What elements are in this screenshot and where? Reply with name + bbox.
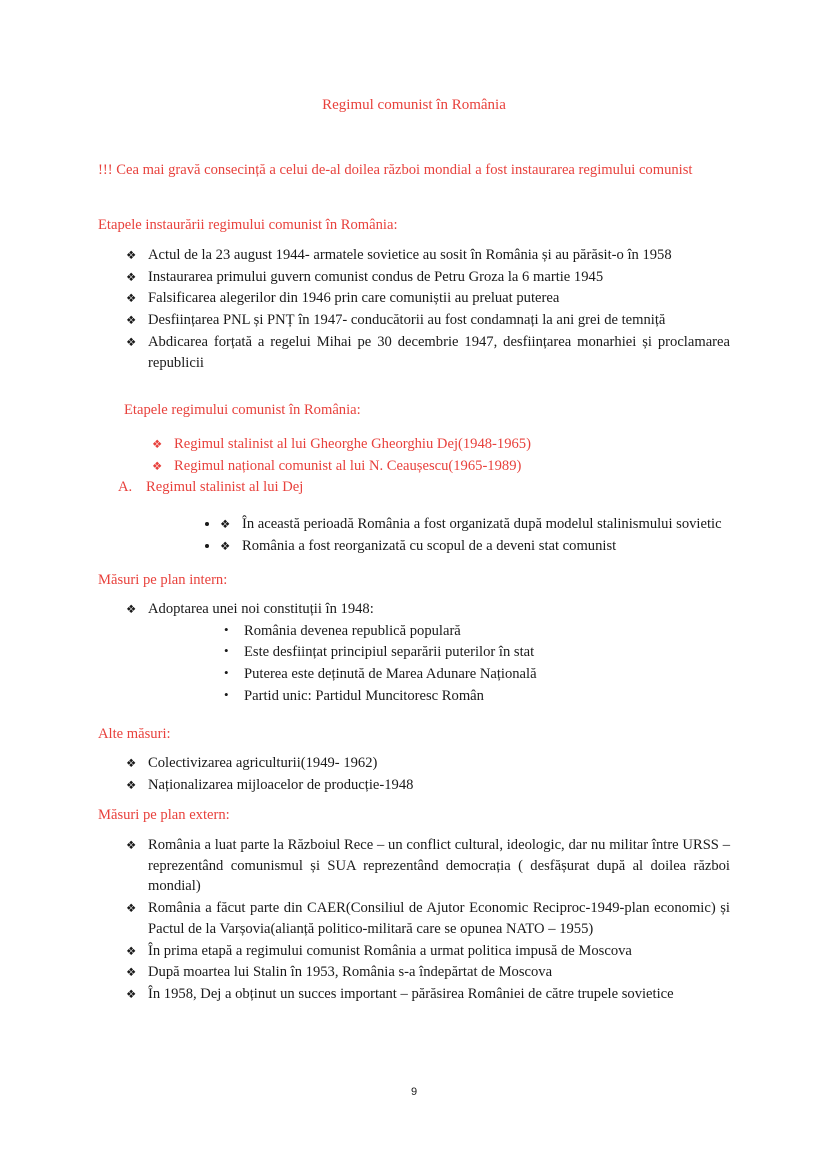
diamond-bullet-icon: ❖ (126, 838, 137, 852)
list-item-text: În 1958, Dej a obținut un succes important – părăsirea României de către trupele sovietice (148, 986, 674, 1003)
list-item-text: În această perioadă România a fost organizată după modelul stalinismului sovietic (242, 516, 722, 532)
diamond-bullet-icon: ❖ (126, 248, 137, 262)
list-item-text: Actul de la 23 august 1944- armatele sovietice au sosit în România și au părăsit-o în 1958 (148, 247, 672, 263)
list-item (126, 898, 730, 939)
section-masuri-extern (98, 805, 730, 826)
list-alte-masuri (98, 753, 730, 796)
list-item-text: Regimul național comunist al lui N. Ceaușescu(1965-1989) (174, 457, 522, 474)
section-heading-regim-dej: Regimul stalinist al lui Dej (146, 479, 304, 495)
list-item (224, 642, 730, 663)
list-item (126, 835, 730, 897)
list-item-text: România devenea republică populară (244, 622, 461, 639)
diamond-bullet-icon: ❖ (152, 458, 163, 473)
diamond-bullet-icon: • ❖ (220, 538, 231, 553)
diamond-bullet-icon: ❖ (126, 901, 137, 916)
letter-marker: A. (118, 479, 133, 495)
list-item (224, 686, 730, 707)
lettered-list (118, 477, 730, 498)
bullet-list-level2b (180, 514, 730, 556)
section-masuri-intern (98, 570, 730, 591)
section-heading-masuri-extern: Măsuri pe plan extern: (98, 807, 230, 823)
page-title: Regimul comunist în România (322, 97, 506, 113)
intro-paragraph-block (98, 160, 730, 181)
list-item (126, 310, 730, 331)
section-heading-etape-instaurare: Etapele instaurării regimului comunist în România: (98, 217, 398, 233)
diamond-bullet-icon: ❖ (126, 943, 137, 958)
list-item (126, 245, 730, 266)
intro-paragraph: !!! Cea mai gravă consecință a celui de-al doilea război mondial a fost instaurarea regimului comunist (98, 162, 693, 178)
list-item-text: Partid unic: Partidul Muncitoresc Român (244, 687, 484, 704)
section-etape-instaurare (98, 215, 730, 236)
bullet-list-level3 (224, 621, 730, 707)
list-item (126, 753, 730, 774)
list-item (220, 536, 730, 557)
diamond-bullet-icon: ❖ (126, 269, 137, 284)
list-item (126, 332, 730, 373)
list-item-text: România a făcut parte din CAER(Consiliul de Ajutor Economic Reciproc-1949-plan economic) și Pactul de la Varșovia(alianță politico-militară care se opunea NATO – 1955) (148, 900, 730, 937)
list-masuri-intern (98, 599, 730, 708)
list-item-text: Instaurarea primului guvern comunist condus de Petru Groza la 6 martie 1945 (148, 268, 604, 285)
list-item-text: După moartea lui Stalin în 1953, România s-a îndepărtat de Moscova (148, 964, 553, 981)
bullet-list-level2 (152, 434, 730, 476)
list-item (224, 621, 730, 642)
page-number: 9 (410, 1086, 418, 1098)
list-item (220, 514, 730, 535)
diamond-bullet-icon: • ❖ (220, 517, 231, 531)
list-item-text: Colectivizarea agriculturii(1949- 1962) (148, 755, 378, 771)
list-item (126, 941, 730, 962)
section-heading-masuri-intern: Măsuri pe plan intern: (98, 572, 228, 588)
list-item-text: România a fost reorganizată cu scopul de a deveni stat comunist (242, 537, 617, 554)
list-item (126, 984, 730, 1005)
section-alte-masuri (98, 724, 730, 745)
diamond-bullet-icon: ❖ (126, 334, 137, 349)
diamond-bullet-icon: ❖ (126, 777, 137, 792)
list-item (126, 267, 730, 288)
diamond-bullet-icon: ❖ (126, 756, 137, 770)
section-heading-etape-regim: Etapele regimului comunist în România: (124, 402, 361, 418)
diamond-bullet-icon: ❖ (126, 291, 137, 306)
diamond-bullet-icon: ❖ (126, 965, 137, 980)
lettered-list-item (118, 477, 730, 498)
bullet-list-level1 (126, 835, 730, 1005)
list-item-text: Regimul stalinist al lui Gheorghe Gheorghiu Dej(1948-1965) (174, 436, 531, 452)
dot-bullet-icon: • (224, 665, 229, 681)
list-item (126, 962, 730, 983)
section-etape-regim (124, 400, 730, 421)
list-regim-dej (98, 498, 730, 572)
list-item (126, 775, 730, 796)
diamond-bullet-icon: ❖ (126, 313, 137, 328)
list-item (224, 664, 730, 685)
list-item-text: Falsificarea alegerilor din 1946 prin care comuniștii au preluat puterea (148, 290, 560, 307)
list-item (126, 599, 730, 620)
bullet-list-level1 (126, 753, 730, 795)
list-item-text: Adoptarea unei noi constituții în 1948: (148, 601, 374, 617)
diamond-bullet-icon: ❖ (126, 602, 137, 616)
list-item-text: România a luat parte la Războiul Rece – un conflict cultural, ideologic, dar nu militar între URSS – reprezentând comunismul și SUA reprezentând democrația ( desfășurat după al doilea război mondial) (148, 837, 730, 895)
section-heading-alte-masuri: Alte măsuri: (98, 726, 171, 742)
section-regim-dej (98, 477, 730, 499)
diamond-bullet-icon: ❖ (152, 437, 163, 451)
list-etape-instaurare (98, 245, 730, 374)
dot-bullet-icon: • (224, 621, 229, 637)
list-etape-regim (98, 434, 730, 477)
list-item-text: În prima etapă a regimului comunist România a urmat politica impusă de Moscova (148, 942, 632, 959)
list-item-text: Naționalizarea mijloacelor de producție-1948 (148, 776, 414, 793)
list-masuri-extern (98, 835, 730, 1006)
bullet-list-level1 (126, 599, 730, 620)
list-item (152, 456, 730, 477)
dot-bullet-icon: • (224, 643, 229, 659)
list-item-text: Este desființat principiul separării puterilor în stat (244, 644, 535, 661)
list-item (126, 288, 730, 309)
bullet-list-level1 (126, 245, 730, 373)
diamond-bullet-icon: ❖ (126, 987, 137, 1002)
list-item (152, 434, 730, 455)
list-item-text: Desființarea PNL și PNȚ în 1947- conducătorii au fost condamnați la ani grei de temniță (148, 312, 666, 329)
dot-bullet-icon: • (224, 686, 229, 702)
list-item-text: Abdicarea forțată a regelui Mihai pe 30 decembrie 1947, desființarea monarhiei și proclamarea republicii (148, 333, 730, 371)
list-item-text: Puterea este deținută de Marea Adunare Națională (244, 666, 537, 683)
